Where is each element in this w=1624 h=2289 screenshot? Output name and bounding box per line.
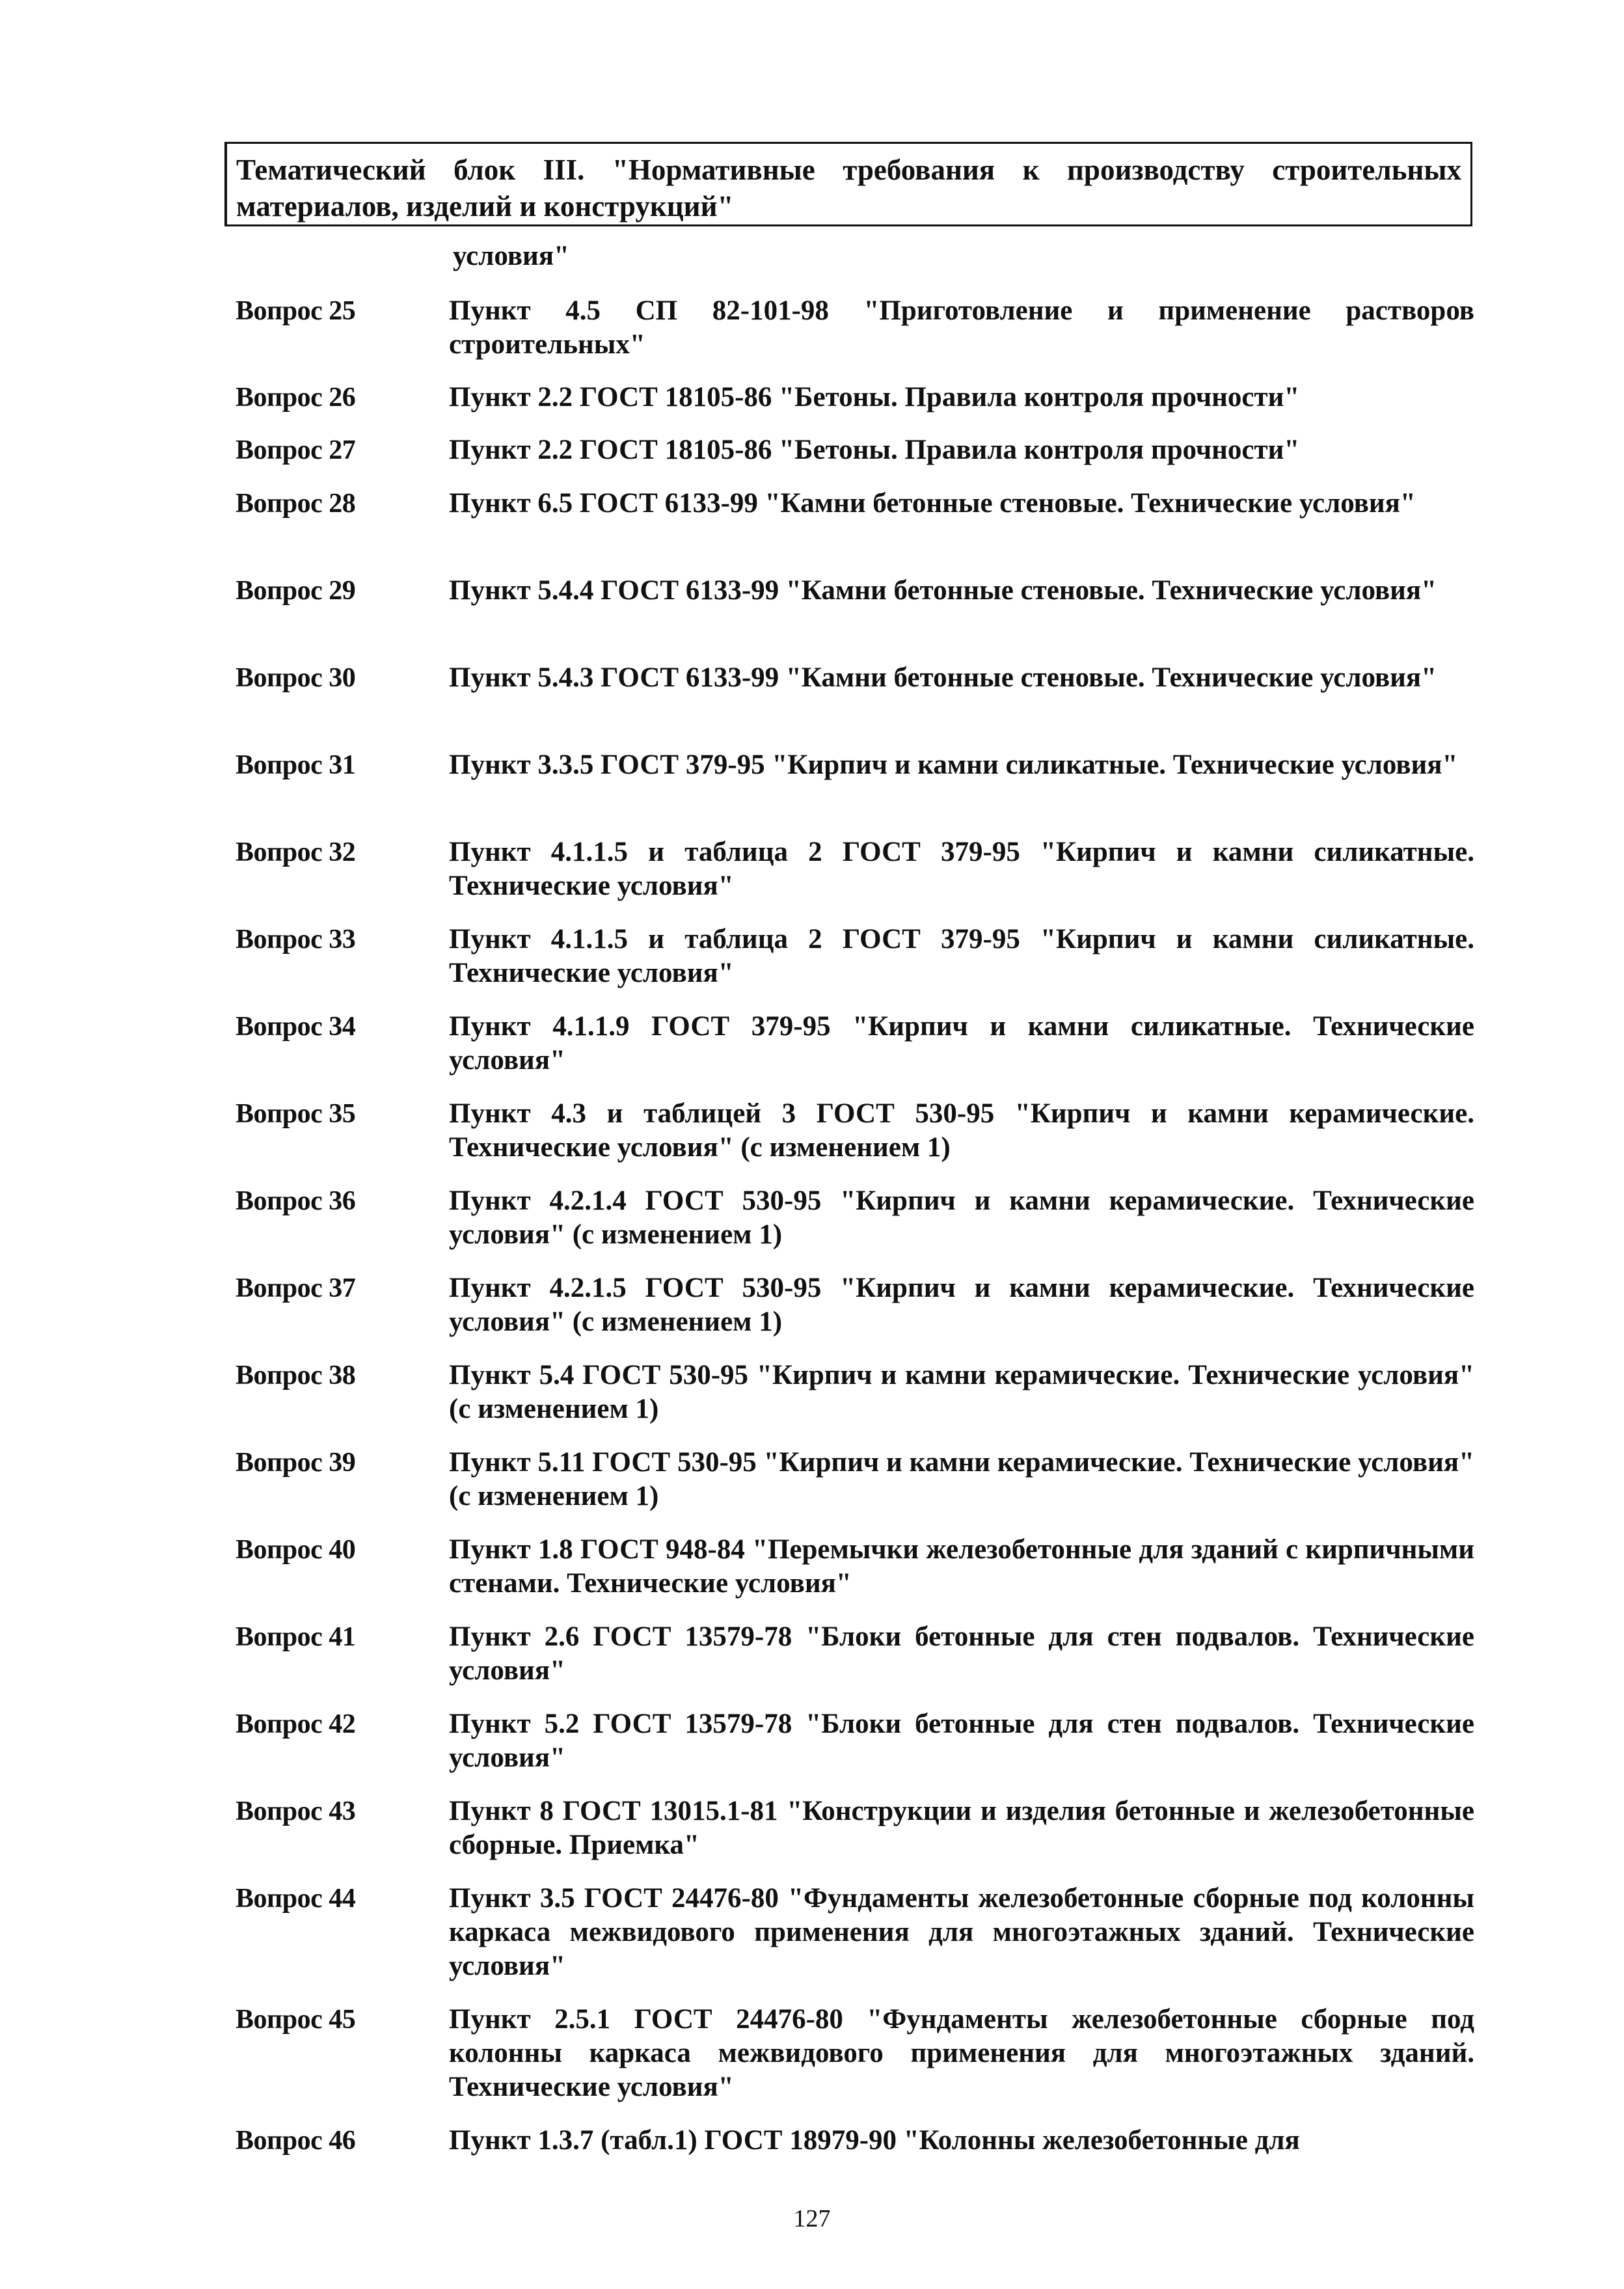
header-line-2: материалов, изделий и конструкций" bbox=[236, 190, 734, 223]
question-label: Вопрос 37 bbox=[236, 1273, 356, 1303]
question-reference: Пункт 6.5 ГОСТ 6133-99 "Камни бетонные стеновые. Технические условия" bbox=[449, 488, 1416, 519]
question-reference: Пункт 4.2.1.4 ГОСТ 530-95 "Кирпич и камни керамические. Технические условия" (с изменением 1) bbox=[449, 1185, 1474, 1250]
question-label: Вопрос 31 bbox=[236, 750, 356, 780]
question-label: Вопрос 41 bbox=[236, 1622, 356, 1652]
question-reference: Пункт 5.11 ГОСТ 530-95 "Кирпич и камни керамические. Технические условия" (с изменением 1) bbox=[449, 1447, 1474, 1511]
question-label: Вопрос 36 bbox=[236, 1186, 356, 1216]
question-reference: Пункт 3.3.5 ГОСТ 379-95 "Кирпич и камни силикатные. Технические условия" bbox=[449, 750, 1458, 780]
question-reference: Пункт 4.1.1.5 и таблица 2 ГОСТ 379-95 "Кирпич и камни силикатные. Технические условия" bbox=[449, 837, 1474, 901]
question-reference: Пункт 8 ГОСТ 13015.1-81 "Конструкции и изделия бетонные и железобетонные сборные. Приемка" bbox=[449, 1796, 1474, 1860]
question-reference: Пункт 5.2 ГОСТ 13579-78 "Блоки бетонные для стен подвалов. Технические условия" bbox=[449, 1709, 1474, 1773]
question-label: Вопрос 45 bbox=[236, 2005, 356, 2035]
question-reference: Пункт 2.6 ГОСТ 13579-78 "Блоки бетонные для стен подвалов. Технические условия" bbox=[449, 1621, 1474, 1686]
question-reference: Пункт 5.4.3 ГОСТ 6133-99 "Камни бетонные стеновые. Технические условия" bbox=[449, 662, 1437, 693]
page-number: 127 bbox=[793, 2205, 831, 2232]
question-label: Вопрос 27 bbox=[236, 435, 356, 465]
question-label: Вопрос 30 bbox=[236, 663, 356, 693]
question-reference: Пункт 1.8 ГОСТ 948-84 "Перемычки железобетонные для зданий с кирпичными стенами. Технические условия" bbox=[449, 1534, 1474, 1599]
question-reference: Пункт 2.2 ГОСТ 18105-86 "Бетоны. Правила контроля прочности" bbox=[449, 382, 1300, 413]
question-reference: Пункт 3.5 ГОСТ 24476-80 "Фундаменты железобетонные сборные под колонны каркаса межвидового применения для многоэтажных зданий. Технические условия" bbox=[449, 1883, 1474, 1981]
question-label: Вопрос 38 bbox=[236, 1361, 356, 1390]
question-reference: Пункт 4.3 и таблицей 3 ГОСТ 530-95 "Кирпич и камни керамические. Технические условия" (с изменением 1) bbox=[449, 1098, 1474, 1163]
question-reference: Пункт 4.1.1.9 ГОСТ 379-95 "Кирпич и камни силикатные. Технические условия" bbox=[449, 1011, 1474, 1076]
question-label: Вопрос 42 bbox=[236, 1709, 356, 1739]
question-label: Вопрос 44 bbox=[236, 1884, 356, 1914]
question-label: Вопрос 34 bbox=[236, 1012, 356, 1042]
question-reference: Пункт 1.3.7 (табл.1) ГОСТ 18979-90 "Колонны железобетонные для bbox=[449, 2125, 1300, 2156]
question-reference: Пункт 5.4.4 ГОСТ 6133-99 "Камни бетонные стеновые. Технические условия" bbox=[449, 575, 1437, 606]
question-label: Вопрос 43 bbox=[236, 1796, 356, 1826]
question-label: Вопрос 32 bbox=[236, 837, 356, 867]
question-label: Вопрос 35 bbox=[236, 1099, 356, 1129]
question-reference: Пункт 4.2.1.5 ГОСТ 530-95 "Кирпич и камни керамические. Технические условия" (с изменением 1) bbox=[449, 1273, 1474, 1337]
question-reference: Пункт 5.4 ГОСТ 530-95 "Кирпич и камни керамические. Технические условия" (с изменением 1) bbox=[449, 1360, 1474, 1424]
question-label: Вопрос 33 bbox=[236, 925, 356, 955]
question-label: Вопрос 40 bbox=[236, 1535, 356, 1565]
question-label: Вопрос 26 bbox=[236, 383, 356, 413]
question-reference: Пункт 4.1.1.5 и таблица 2 ГОСТ 379-95 "Кирпич и камни силикатные. Технические условия" bbox=[449, 924, 1474, 988]
header-line-1: Тематический блок III. "Нормативные требования к производству строительных bbox=[236, 154, 1461, 186]
question-label: Вопрос 46 bbox=[236, 2126, 356, 2156]
question-label: Вопрос 28 bbox=[236, 489, 356, 519]
question-label: Вопрос 29 bbox=[236, 576, 356, 606]
question-reference: Пункт 4.5 СП 82-101-98 "Приготовление и применение растворов строительных" bbox=[449, 295, 1474, 360]
question-label: Вопрос 25 bbox=[236, 296, 356, 326]
continuation-text: условия" bbox=[453, 241, 569, 271]
question-reference: Пункт 2.2 ГОСТ 18105-86 "Бетоны. Правила контроля прочности" bbox=[449, 435, 1300, 465]
question-reference: Пункт 2.5.1 ГОСТ 24476-80 "Фундаменты железобетонные сборные под колонны каркаса межвидового применения для многоэтажных зданий. Технические условия" bbox=[449, 2004, 1474, 2102]
thematic-block-header bbox=[224, 142, 1472, 226]
question-label: Вопрос 39 bbox=[236, 1448, 356, 1478]
